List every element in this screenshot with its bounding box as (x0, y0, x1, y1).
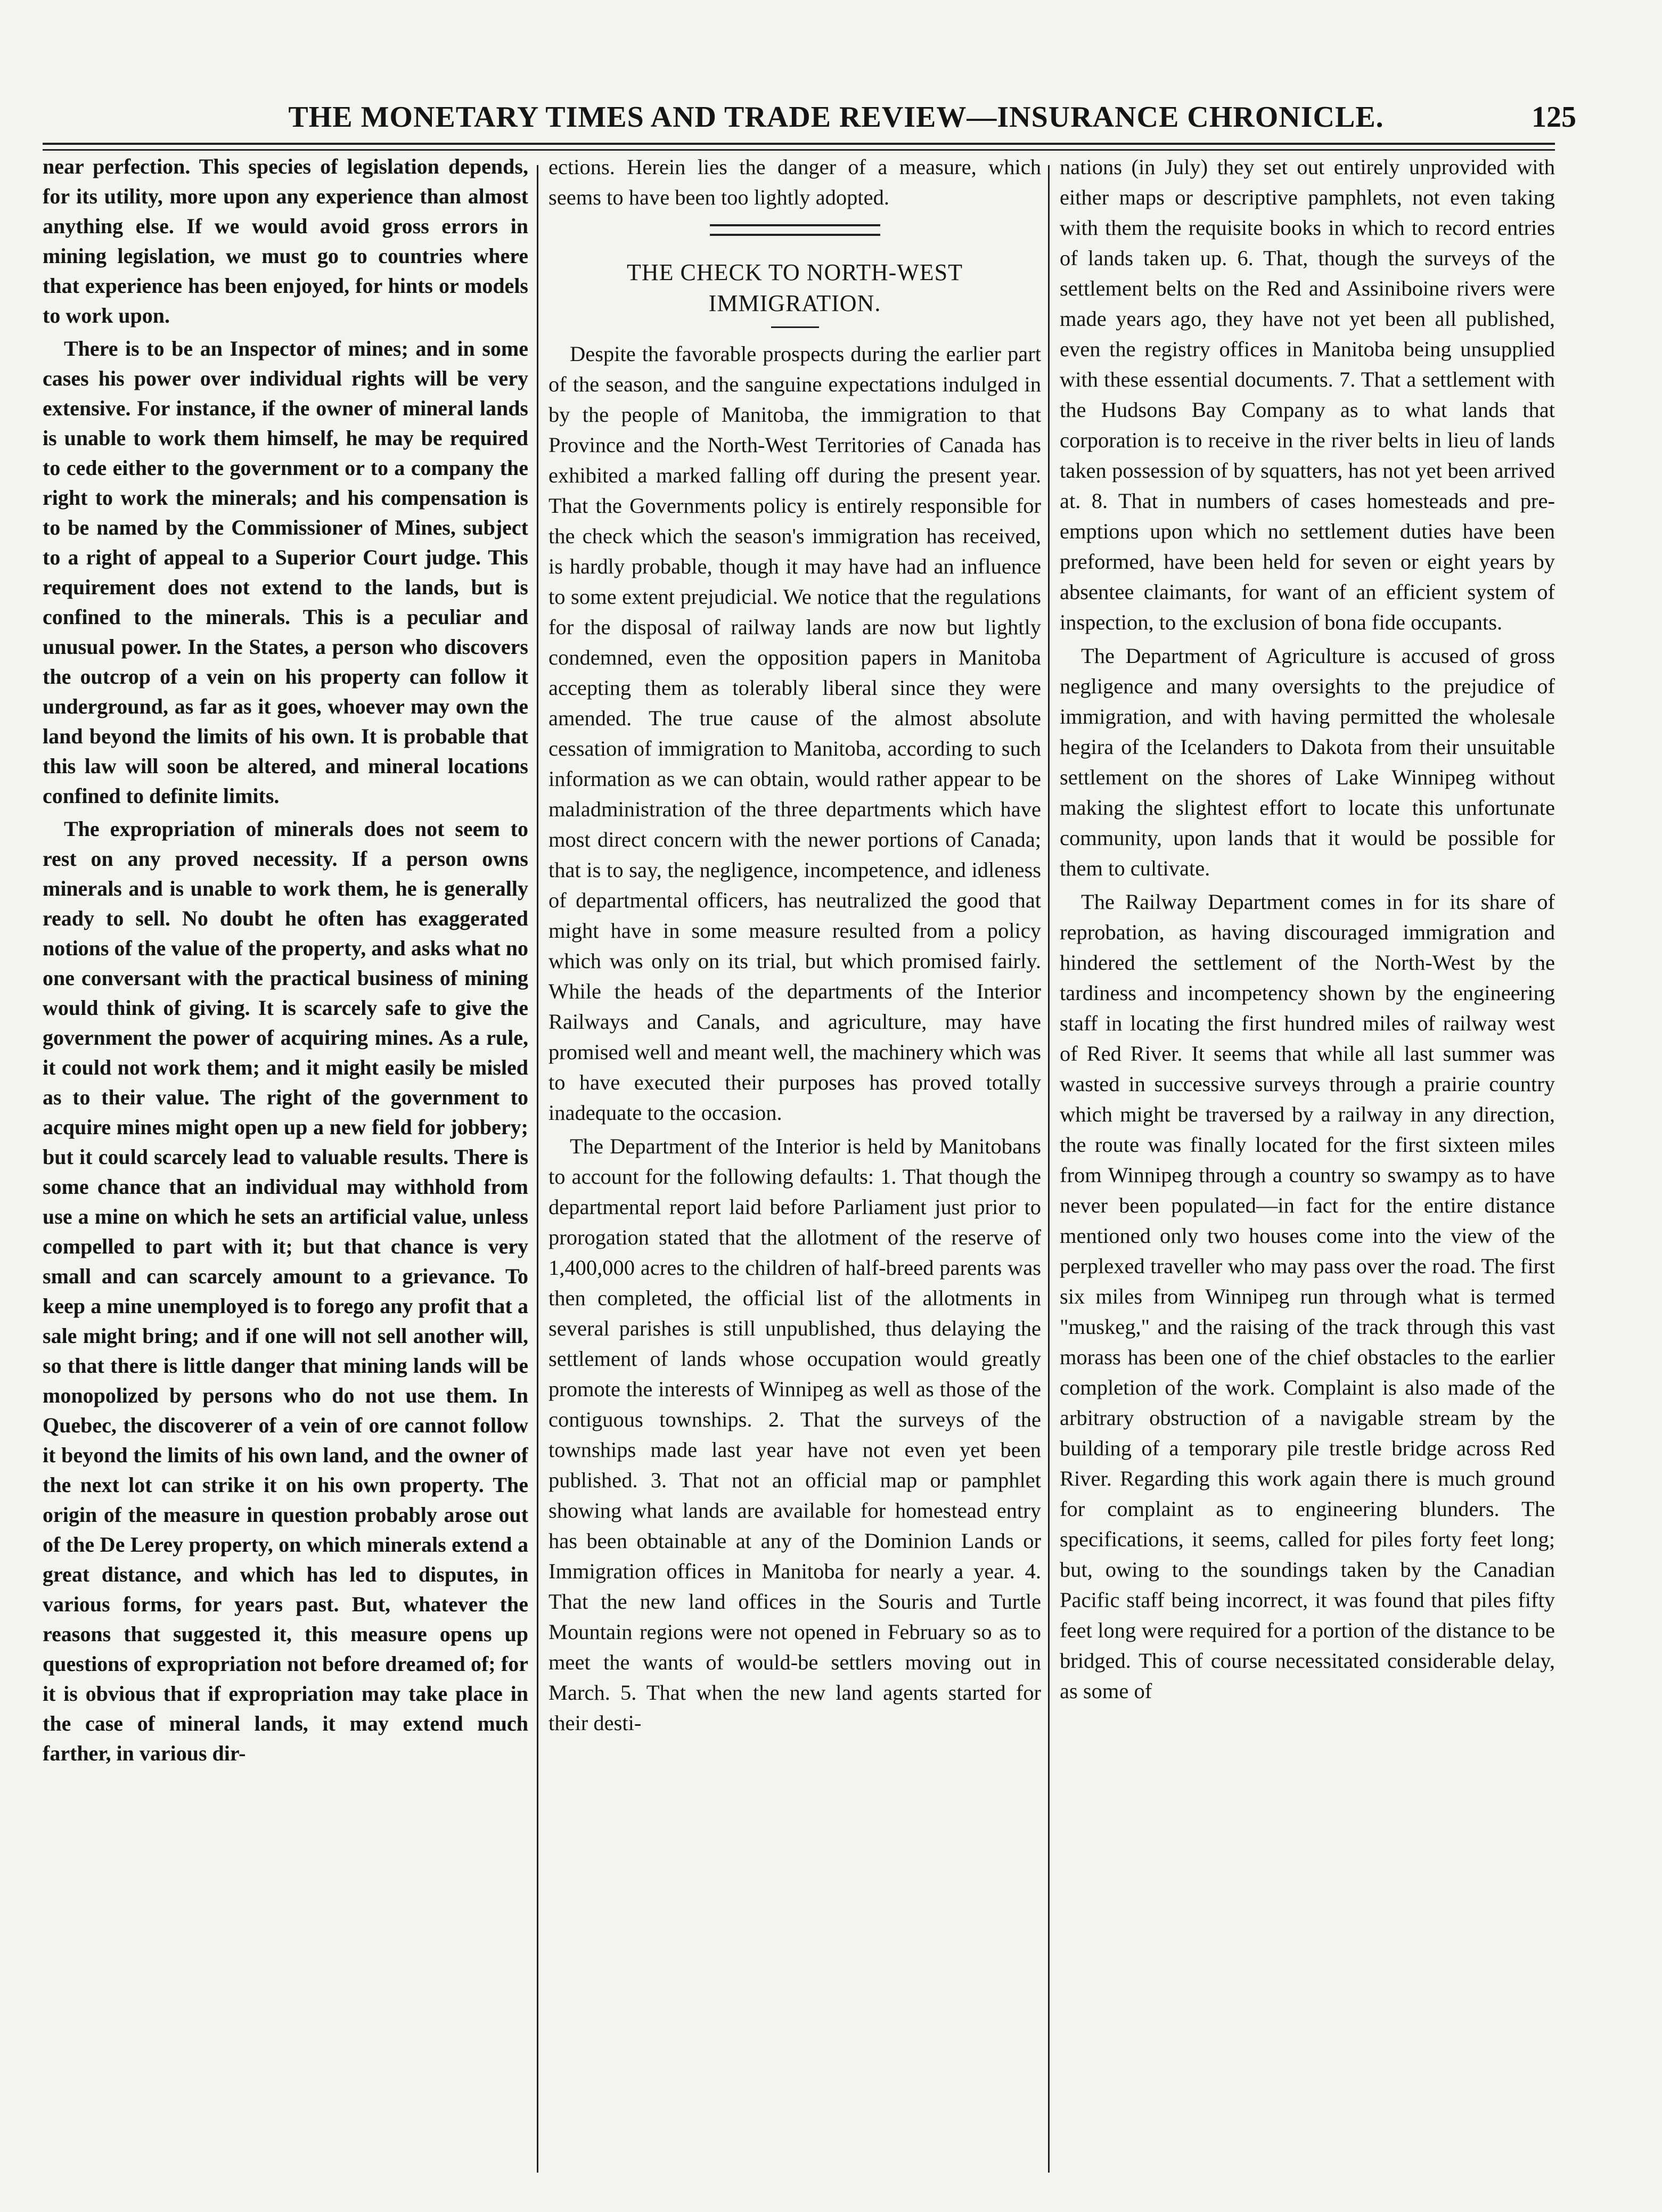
paragraph: The expropriation of minerals does not seem to rest on any proved necessity. If a person owns minerals and is unable to work them, he is generally ready to sell. No doubt he often has exaggerated notions of the value of the property, and asks what no one conversant with the practical business of mining would think of giving. It is scarcely safe to give the government the power of acquiring mines. As a rule, it could not work them; and it might easily be misled as to their value. The right of the government to acquire mines might open up a new field for jobbery; but it could scarcely lead to valuable results. There is some chance that an individual may withhold from use a mine on which he sets an artificial value, unless compelled to part with it; but that chance is very small and can scarcely amount to a grievance. To keep a mine unemployed is to forego any profit that a sale might bring; and if one will not sell another will, so that there is little danger that mining lands will be monopolized by persons who do not use them. In Quebec, the discoverer of a vein of ore cannot follow it beyond the limits of his own land, and the owner of the next lot can strike it on his own property. The origin of the measure in question probably arose out of the De Lerey property, on which minerals extend a great distance, and which has led to disputes, in various forms, for years past. But, whatever the reasons that suggested it, this measure opens up questions of expropriation not before dreamed of; for it is obvious that if expropriation may take place in the case of mineral lands, it may extend much farther, in various dir- (43, 817, 528, 1765)
column-1 (43, 152, 528, 2175)
column-3 (1060, 152, 1555, 2175)
paragraph: The Department of the Interior is held by Manitobans to account for the following defaults: 1. That though the departmental report laid before Parliament just prior to prorogation stated that the allotment of the reserve of 1,400,000 acres to the children of half-breed parents was then completed, the official list of the allotments in several parishes is still unpublished, thus delaying the settlement of lands whose occupation would greatly promote the interests of Winnipeg as well as those of the contiguous townships. 2. That the surveys of the townships made last year have not even yet been published. 3. That not an official map or pamphlet showing what lands are available for homestead entry has been obtainable at any of the Dominion Lands or Immigration offices in Manitoba for nearly a year. 4. That the new land offices in the Souris and Turtle Mountain regions were not opened in February so as to meet the wants of would-be settlers moving out in March. 5. That when the new land agents started for their desti- (548, 1134, 1041, 1735)
column-2 (548, 152, 1041, 2175)
header-rule-bottom (43, 149, 1555, 151)
paragraph: The Railway Department comes in for its share of reprobation, as having discouraged immigration and hindered the settlement of the North-West by the tardiness and incompetency shown by the engineering staff in locating the first hundred miles of railway west of Red River. It seems that while all last summer was wasted in successive surveys through a prairie country which might be traversed by a railway in any direction, the route was finally located for the first sixteen miles from Winnipeg through a country so swampy as to have never been populated—in fact for the entire distance mentioned only two houses come into the view of the perplexed traveller who may pass over the road. The first six miles from Winnipeg run through what is termed "muskeg," and the raising of the track through this vast morass has been one of the chief obstacles to the earlier completion of the work. Complaint is also made of the arbitrary obstruction of a navigable stream by the building of a temporary pile trestle bridge across Red River. Regarding this work again there is much ground for complaint as to engineering blunders. The specifications, it seems, called for piles forty feet long; but, owing to the soundings taken by the Canadian Pacific staff being incorrect, it was found that piles fifty feet long were required for a portion of the distance to be bridged. This of course necessitated considerable delay, as some of (1060, 890, 1555, 1703)
paragraph-continuation: nations (in July) they set out entirely unprovided with either maps or descriptive pamphlets, not even taking with them the requisite books in which to record entries of lands taken up. 6. That, though the surveys of the settlement belts on the Red and Assiniboine rivers were made years ago, they have not yet been all published, even the registry offices in Manitoba being unsupplied with these essential documents. 7. That a settlement with the Hudsons Bay Company as to what lands that corporation is to receive in the river belts in lieu of lands taken possession of by squatters, has not yet been arrived at. 8. That in numbers of cases homesteads and pre-emptions upon which no settlement duties have been preformed, have been held for seven or eight years by absentee claimants, for want of an efficient system of inspection, to the exclusion of bona fide occupants. (1060, 155, 1555, 634)
paragraph: near perfection. This species of legislation depends, for its utility, more upon any experience than almost anything else. If we would avoid gross errors in mining legislation, we must go to countries where that experience has been enjoyed, for hints or models to work upon. (43, 154, 528, 327)
title-rule (771, 326, 819, 328)
paragraph: The Department of Agriculture is accused of gross negligence and many oversights to the prejudice of immigration, and with having permitted the wholesale hegira of the Icelanders to Dakota from their unsuitable settlement on the shores of Lake Winnipeg without making the slightest effort to locate this unfortunate community, upon lands that it would be possible for them to cultivate. (1060, 644, 1555, 880)
article-title: THE CHECK TO NORTH-WEST IMMIGRATION. (626, 259, 963, 316)
paragraph: Despite the favorable prospects during the earlier part of the season, and the sanguine expectations indulged in by the people of Manitoba, the immigration to that Province and the North-West Territories of Canada has exhibited a marked falling off during the present year. That the Governments policy is entirely responsible for the check which the season's immigration has received, is hardly probable, though it may have had an influence to some extent prejudicial. We notice that the regulations for the disposal of railway lands are now but lightly condemned, even the opposition papers in Manitoba accepting them as tolerably liberal since they were amended. The true cause of the almost absolute cessation of immigration to Manitoba, according to such information as we can obtain, would rather appear to be maladministration of the three departments which have most direct concern with the newer portions of Canada; that is to say, the negligence, incompetence, and idleness of departmental officers, has neutralized the good that might have in some measure resulted from a policy which was only on its trial, but which promised fairly. While the heads of the departments of the Interior Railways and Canals, and agriculture, may have promised well and meant well, the machinery which was to have executed their purposes has proved totally inadequate to the occasion. (548, 342, 1041, 1125)
column-divider-2 (1048, 165, 1050, 2173)
paragraph-continuation: ections. Herein lies the danger of a measure, which seems to have been too lightly adopted. (548, 155, 1041, 209)
paragraph: There is to be an Inspector of mines; and in some cases his power over individual rights will be very extensive. For instance, if the owner of mineral lands is unable to work them himself, he may be required to cede either to the government or to a company the right to work the minerals; and his compensation is to be named by the Commissioner of Mines, subject to a right of appeal to a Superior Court judge. This requirement does not extend to the lands, but is confined to the minerals. This is a peculiar and unusual power. In the States, a person who discovers the outcrop of a vein on his property can follow it underground, as far as it goes, whoever may own the land beyond the limits of his own. It is probable that this law will soon be altered, and mineral locations confined to definite limits. (43, 337, 528, 808)
column-divider-1 (537, 165, 538, 2173)
page-header (75, 95, 1576, 143)
running-title: THE MONETARY TIMES AND TRADE REVIEW—INSURANCE CHRONICLE. (288, 101, 1384, 134)
header-rule-top (43, 143, 1555, 145)
page-number: 125 (1532, 101, 1576, 134)
section-separator (710, 224, 880, 236)
